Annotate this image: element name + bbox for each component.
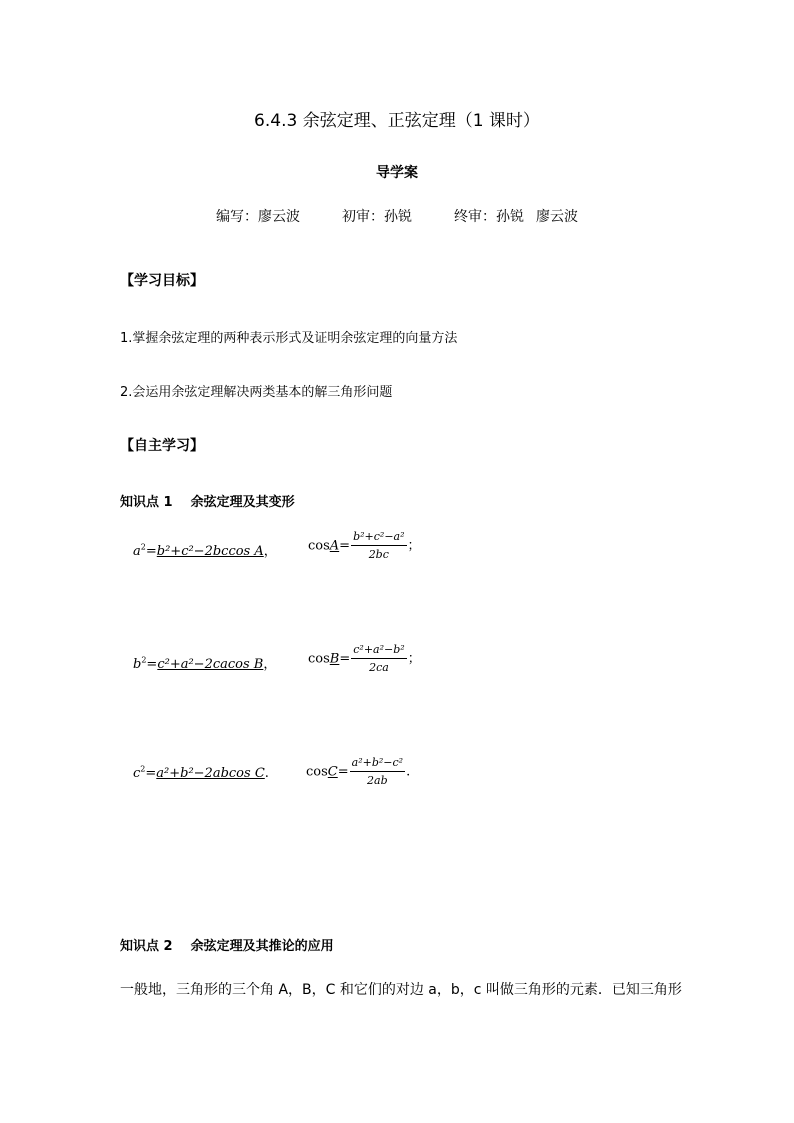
formula-3-cos-angle: C — [327, 764, 338, 780]
formula-2-frac-num: c²+a²−b² — [351, 643, 406, 659]
formula-2-eq: = — [146, 657, 158, 672]
formula-3-end: . — [406, 764, 411, 780]
goal-item-1: 1.掌握余弦定理的两种表示形式及证明余弦定理的向量方法 — [120, 331, 458, 346]
formula-2-lhs-var: b — [133, 657, 142, 672]
kp2-number: 知识点 2 — [120, 939, 173, 954]
formula-row-2 — [133, 653, 276, 672]
formula-2-tail: ， — [263, 657, 277, 672]
kp2-paragraph: 一般地，三角形的三个角 A，B，C 和它们的对边 a，b，c 叫做三角形的元素．已知三角形 — [120, 982, 682, 998]
knowledge-point-1-heading — [120, 491, 295, 510]
kp1-number: 知识点 1 — [120, 495, 173, 510]
formula-1-lhs-var: a — [133, 544, 141, 559]
section-goals-heading: 【学习目标】 — [120, 273, 204, 289]
section-self-study-heading: 【自主学习】 — [120, 438, 204, 454]
formula-2-cos-expression — [308, 643, 421, 675]
formula-2-fraction — [351, 643, 406, 675]
formula-3-fraction — [350, 756, 405, 788]
formula-row-3 — [133, 766, 269, 781]
formula-2-lhs-exp: 2 — [141, 655, 147, 665]
formula-3-cos-expression — [306, 756, 410, 788]
kp2-title: 余弦定理及其推论的应用 — [190, 939, 334, 954]
formula-1-eq: = — [145, 544, 157, 559]
formula-1-tail: ， — [263, 544, 277, 559]
formula-2-frac-den: 2ca — [369, 661, 389, 674]
kp1-title: 余弦定理及其变形 — [190, 495, 295, 510]
credits-line — [0, 206, 794, 226]
formula-3-lhs-exp: 2 — [140, 764, 146, 774]
knowledge-point-2-heading — [120, 935, 334, 954]
goal-item-2: 2.会运用余弦定理解决两类基本的解三角形问题 — [120, 385, 393, 400]
formula-3-frac-den: 2ab — [367, 774, 388, 787]
formula-1-end: ； — [407, 538, 421, 554]
formula-1-cos-label: cos — [308, 538, 330, 554]
formula-1-fraction — [351, 530, 406, 562]
formula-row-1 — [133, 540, 277, 559]
page-subtitle: 导学案 — [376, 165, 418, 181]
formula-1-frac-den: 2bc — [368, 548, 389, 561]
credit-author: 编写：廖云波 — [216, 209, 300, 225]
formula-1-rhs: b²+c²−2bccos A — [156, 544, 264, 559]
formula-2-rhs: c²+a²−2cacos B — [157, 657, 264, 672]
formula-3-cos-eq: = — [337, 764, 349, 780]
formula-2-cos-label: cos — [308, 651, 330, 667]
formula-1-cos-angle: A — [329, 538, 340, 554]
formula-3-rhs: a²+b²−2abcos C — [156, 766, 265, 781]
formula-2-cos-angle: B — [329, 651, 340, 667]
formula-3-frac-num: a²+b²−c² — [350, 756, 405, 772]
credit-final-review: 终审：孙锐 — [454, 209, 524, 225]
formula-3-lhs-var: c — [133, 766, 141, 781]
page-title: 6.4.3 余弦定理、正弦定理（1 课时） — [254, 111, 540, 131]
formula-1-frac-num: b²+c²−a² — [351, 530, 406, 546]
formula-2-cos-eq: = — [339, 651, 351, 667]
credit-final-review-second: 廖云波 — [536, 209, 578, 225]
formula-1-lhs-exp: 2 — [140, 542, 146, 552]
formula-2-end: ； — [407, 651, 421, 667]
formula-3-cos-label: cos — [306, 764, 328, 780]
formula-3-tail: . — [264, 766, 269, 781]
formula-1-cos-eq: = — [339, 538, 351, 554]
credit-first-review: 初审：孙锐 — [342, 209, 412, 225]
formula-1-cos-expression — [308, 530, 421, 562]
formula-3-eq: = — [145, 766, 157, 781]
